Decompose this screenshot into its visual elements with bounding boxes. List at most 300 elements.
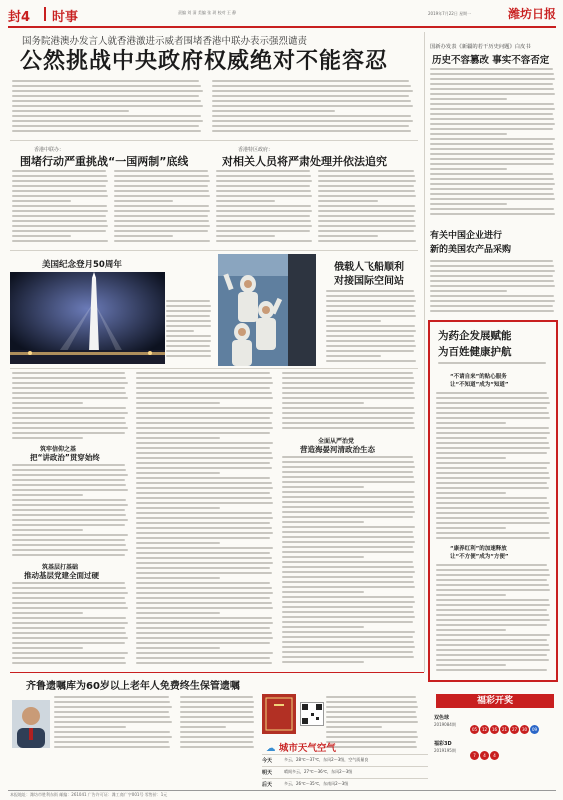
lottery-ball: 7 [470, 751, 479, 760]
text-line [282, 486, 364, 488]
text-line [136, 572, 272, 574]
text-line [430, 103, 554, 105]
text-line [180, 731, 254, 733]
text-line [12, 170, 106, 172]
moon-title: 美国纪念登月50周年 [42, 260, 122, 270]
text-line [12, 422, 126, 424]
text-line [282, 531, 413, 533]
text-line [282, 556, 364, 558]
text-line [12, 612, 83, 614]
text-line [282, 526, 415, 528]
text-line [136, 597, 270, 599]
text-line [136, 432, 270, 434]
text-line [430, 290, 507, 292]
text-line [136, 412, 273, 414]
text-line [136, 502, 273, 504]
text-line [114, 185, 208, 187]
text-line [282, 461, 414, 463]
text-line [12, 90, 203, 92]
text-line [54, 716, 170, 718]
text-line [318, 205, 415, 207]
text-line [166, 355, 211, 357]
text-line [436, 639, 547, 641]
text-line [12, 549, 128, 551]
feature-head-1: 为药企发展赋能 [438, 330, 512, 342]
text-line [282, 586, 415, 588]
text-line [282, 566, 414, 568]
text-line [430, 260, 553, 262]
text-line [212, 95, 409, 97]
hk-gov-label: 香港特区政府： [238, 147, 274, 153]
text-line [430, 168, 507, 170]
text-line [436, 392, 547, 394]
text-line [436, 522, 550, 524]
lead-body-left [12, 80, 207, 138]
text-line [136, 647, 220, 649]
text-line [166, 345, 210, 347]
hk-gov-body-a [216, 170, 314, 248]
text-line [12, 402, 83, 404]
text-line [136, 447, 270, 449]
hk-gov-body-b [318, 170, 418, 248]
text-line [326, 355, 381, 357]
text-line [180, 716, 254, 718]
text-line [216, 215, 310, 217]
masthead [8, 4, 556, 26]
feature-body-2 [436, 564, 552, 676]
text-line [136, 577, 220, 579]
text-line [326, 305, 414, 307]
text-line [326, 300, 416, 302]
text-line [12, 205, 107, 207]
text-line [12, 529, 83, 531]
text-line [436, 502, 549, 504]
text-line [12, 652, 128, 654]
text-line [180, 706, 254, 708]
astronauts-photo [218, 254, 316, 366]
text-line [136, 512, 272, 514]
text-line [318, 225, 416, 227]
text-line [136, 557, 272, 559]
text-line [216, 175, 311, 177]
text-line [326, 736, 418, 738]
text-line [12, 544, 126, 546]
text-line [12, 514, 126, 516]
text-line [12, 215, 106, 217]
text-line [318, 200, 378, 202]
text-line [136, 452, 272, 454]
text-line [436, 649, 550, 651]
text-line [136, 537, 270, 539]
text-line [12, 180, 108, 182]
feature-body-1 [436, 392, 552, 542]
text-line [54, 706, 172, 708]
farm-head-2: 新的美国农产品采购 [430, 245, 512, 255]
text-line [282, 581, 414, 583]
text-line [216, 185, 310, 187]
text-line [326, 330, 416, 332]
text-line [430, 108, 555, 110]
text-line [12, 240, 108, 242]
lead-headline: 公然挑战中央政府权威绝对不能容忍 [20, 49, 389, 74]
text-line [114, 190, 209, 192]
lottery-blue-ball: 09 [531, 727, 538, 732]
text-line [114, 230, 208, 232]
text-line [436, 569, 549, 571]
text-line [430, 88, 554, 90]
text-line [430, 133, 507, 135]
washington-monument-photo [10, 272, 165, 364]
text-line [12, 372, 125, 374]
text-line [136, 632, 272, 634]
text-line [136, 442, 273, 444]
text-line [12, 592, 128, 594]
text-line [282, 561, 413, 563]
text-line [282, 661, 364, 663]
text-line [436, 609, 547, 611]
text-line [12, 597, 125, 599]
text-line [436, 512, 547, 514]
text-line [12, 110, 129, 112]
text-line [136, 592, 273, 594]
lottery-ball: 21 [501, 727, 508, 732]
text-line [436, 669, 547, 671]
text-line [436, 437, 547, 439]
text-line [12, 647, 83, 649]
text-line [136, 602, 272, 604]
text-line [318, 215, 414, 217]
section-name: 时事 [52, 10, 79, 25]
text-line [114, 240, 210, 242]
text-line [166, 340, 211, 342]
text-line [12, 100, 201, 102]
text-line [282, 496, 415, 498]
text-line [136, 462, 270, 464]
text-line [180, 726, 226, 728]
mid-col3-top [282, 372, 418, 432]
text-line [430, 265, 554, 267]
text-line [436, 527, 506, 529]
text-line [282, 491, 414, 493]
text-line [430, 270, 555, 272]
text-line [12, 622, 128, 624]
text-line [318, 185, 414, 187]
text-line [216, 235, 275, 237]
text-line [54, 731, 170, 733]
text-line [282, 427, 415, 429]
text-line [166, 310, 211, 312]
text-line [282, 571, 415, 573]
lottery-ball: 05 [471, 727, 478, 732]
text-line [114, 175, 209, 177]
text-line [136, 622, 273, 624]
text-line [54, 726, 126, 728]
text-line [136, 547, 273, 549]
text-line [216, 230, 310, 232]
text-line [166, 320, 211, 322]
text-line [12, 519, 128, 521]
text-line [212, 80, 409, 82]
text-line [180, 696, 253, 698]
text-line [282, 606, 413, 608]
text-line [54, 711, 169, 713]
text-line [282, 621, 413, 623]
text-line [430, 300, 555, 302]
text-line [318, 235, 378, 237]
text-line [136, 567, 270, 569]
text-line [166, 315, 210, 317]
text-line [436, 472, 549, 474]
text-line [12, 582, 125, 584]
text-line [430, 310, 554, 312]
text-line [436, 442, 549, 444]
text-line [430, 128, 553, 130]
text-line [436, 619, 550, 621]
text-line [318, 230, 414, 232]
text-line [326, 721, 418, 723]
weather-panel [262, 744, 428, 790]
text-line [180, 701, 254, 703]
mid-col3-bottom [282, 456, 418, 668]
text-line [12, 417, 125, 419]
text-line [282, 611, 414, 613]
text-line [12, 387, 125, 389]
text-line [282, 402, 364, 404]
text-line [436, 604, 550, 606]
hk-office-head: 围堵行动严重挑战“一国两制”底线 [20, 155, 189, 168]
text-line [282, 466, 415, 468]
text-line [436, 432, 550, 434]
feature-lede [438, 362, 550, 370]
text-line [12, 397, 128, 399]
text-line [180, 711, 253, 713]
text-line [12, 225, 108, 227]
text-line [282, 616, 415, 618]
text-line [12, 80, 199, 82]
text-line [430, 275, 553, 277]
text-line [212, 120, 413, 122]
text-line [12, 489, 128, 491]
text-line [436, 487, 549, 489]
hk-office-body-a [12, 170, 110, 248]
text-line [282, 546, 413, 548]
text-line [436, 599, 549, 601]
text-line [12, 494, 83, 496]
text-line [54, 701, 170, 703]
text-line [136, 482, 272, 484]
text-line [12, 464, 125, 466]
text-line [12, 377, 126, 379]
text-line [136, 417, 270, 419]
text-line [436, 427, 549, 429]
text-line [430, 208, 554, 210]
text-line [136, 437, 220, 439]
text-line [326, 295, 415, 297]
text-line [282, 417, 413, 419]
text-line [136, 507, 220, 509]
text-line [12, 125, 199, 127]
soyuz-head-1: 俄载人飞船顺利 [334, 262, 404, 273]
text-line [136, 372, 270, 374]
text-line [282, 382, 415, 384]
mid-col1-head-b: 把“讲政治”贯穿始终 [30, 453, 100, 462]
text-line [166, 325, 211, 327]
text-line [436, 634, 550, 636]
text-line [282, 372, 413, 374]
text-line [12, 637, 128, 639]
whitepaper-kicker: 国新办发表《新疆的若干历史问题》白皮书 [430, 44, 531, 50]
ad-body-2 [180, 696, 256, 754]
text-line [136, 422, 272, 424]
text-line [114, 180, 210, 182]
text-line [136, 472, 220, 474]
text-line [136, 662, 272, 664]
text-line [436, 407, 547, 409]
text-line [430, 188, 553, 190]
text-line [318, 240, 416, 242]
text-line [136, 477, 270, 479]
lottery-ball: 4 [490, 751, 499, 760]
text-line [12, 499, 126, 501]
text-line [430, 173, 553, 175]
text-line [282, 412, 415, 414]
text-line [54, 696, 169, 698]
text-line [282, 541, 415, 543]
text-line [180, 741, 253, 743]
lottery-ball: 12 [481, 727, 488, 732]
text-line [12, 382, 128, 384]
text-line [12, 412, 128, 414]
text-line [282, 551, 414, 553]
text-line [326, 360, 416, 362]
mid-col2 [136, 372, 276, 668]
text-line [12, 587, 126, 589]
moon-caption [166, 300, 212, 362]
text-line [114, 170, 208, 172]
text-line [12, 607, 128, 609]
text-line [282, 646, 415, 648]
text-line [212, 115, 411, 117]
text-line [436, 532, 549, 534]
soyuz-body [326, 290, 418, 366]
text-line [216, 240, 312, 242]
text-line [436, 447, 550, 449]
text-line [12, 662, 126, 664]
text-line [12, 407, 126, 409]
weather-row-2: 后天 多云，26℃～35℃，东南风2～3级 [262, 778, 428, 789]
lead-body-right [212, 80, 417, 138]
text-line [326, 716, 417, 718]
text-line [430, 183, 555, 185]
text-line [436, 397, 549, 399]
text-line [136, 487, 273, 489]
text-line [436, 452, 547, 454]
text-line [12, 632, 126, 634]
weather-row-0: 今天 多云，28℃～37℃，东风2～3级，空气质量良 [262, 754, 428, 765]
text-line [212, 125, 409, 127]
weather-title: ☁ 城市天气空气 [266, 743, 336, 754]
text-line [12, 524, 125, 526]
text-line [136, 392, 272, 394]
text-line [318, 220, 415, 222]
hk-gov-head: 对相关人员将严肃处理并依法追究 [222, 155, 387, 168]
text-line [136, 427, 273, 429]
feature-sub-4: 让“不方便”成为“方便” [450, 554, 509, 560]
text-line [136, 582, 270, 584]
text-line [12, 220, 107, 222]
text-line [212, 100, 411, 102]
ad-qr [300, 702, 324, 726]
text-line [166, 350, 211, 352]
text-line [114, 225, 210, 227]
text-line [180, 736, 254, 738]
lottery-ball: 4 [480, 751, 489, 760]
text-line [216, 180, 312, 182]
text-line [436, 614, 549, 616]
masthead-meta: 责编 刘 清 美编 张 玥 校对 王 静 [178, 10, 237, 15]
text-line [216, 225, 312, 227]
text-line [54, 741, 169, 743]
text-line [282, 631, 415, 633]
text-line [12, 627, 125, 629]
lottery-row-0: 双色球 2019084期 05 12 16 21 27 30 09 [434, 715, 538, 732]
text-line [318, 210, 416, 212]
will-ad-head: 齐鲁遗嘱库为60岁以上老年人免费终生保管遗嘱 [26, 681, 240, 692]
text-line [136, 387, 270, 389]
text-line [216, 170, 310, 172]
text-line [136, 527, 272, 529]
text-line [12, 175, 107, 177]
feature-sub-2: 让“不知道”成为“知道” [450, 382, 509, 388]
text-line [136, 562, 273, 564]
farm-body [430, 260, 558, 318]
text-line [318, 175, 415, 177]
text-line [282, 521, 364, 523]
text-line [166, 330, 194, 332]
text-line [430, 73, 554, 75]
text-line [436, 584, 549, 586]
text-line [282, 407, 414, 409]
text-line [282, 377, 414, 379]
text-line [136, 492, 270, 494]
ad-certificate [262, 694, 296, 734]
text-line [216, 220, 311, 222]
text-line [12, 105, 203, 107]
text-line [12, 657, 125, 659]
text-line [216, 190, 311, 192]
text-line [436, 507, 550, 509]
ad-body-1 [54, 696, 174, 754]
text-line [136, 517, 273, 519]
text-line [430, 193, 554, 195]
text-line [436, 564, 547, 566]
text-line [216, 200, 275, 202]
text-line [216, 210, 312, 212]
text-line [436, 492, 506, 494]
text-line [436, 624, 547, 626]
text-line [318, 170, 414, 172]
text-line [282, 471, 413, 473]
mid-col1-top [12, 372, 130, 442]
masthead-date: 2019年7月22日 星期一 [428, 11, 472, 16]
text-line [282, 516, 413, 518]
lottery-ball: 16 [491, 727, 498, 732]
text-line [436, 594, 506, 596]
lottery-panel [432, 694, 558, 790]
text-line [436, 629, 506, 631]
text-line [12, 130, 201, 132]
text-line [12, 195, 108, 197]
